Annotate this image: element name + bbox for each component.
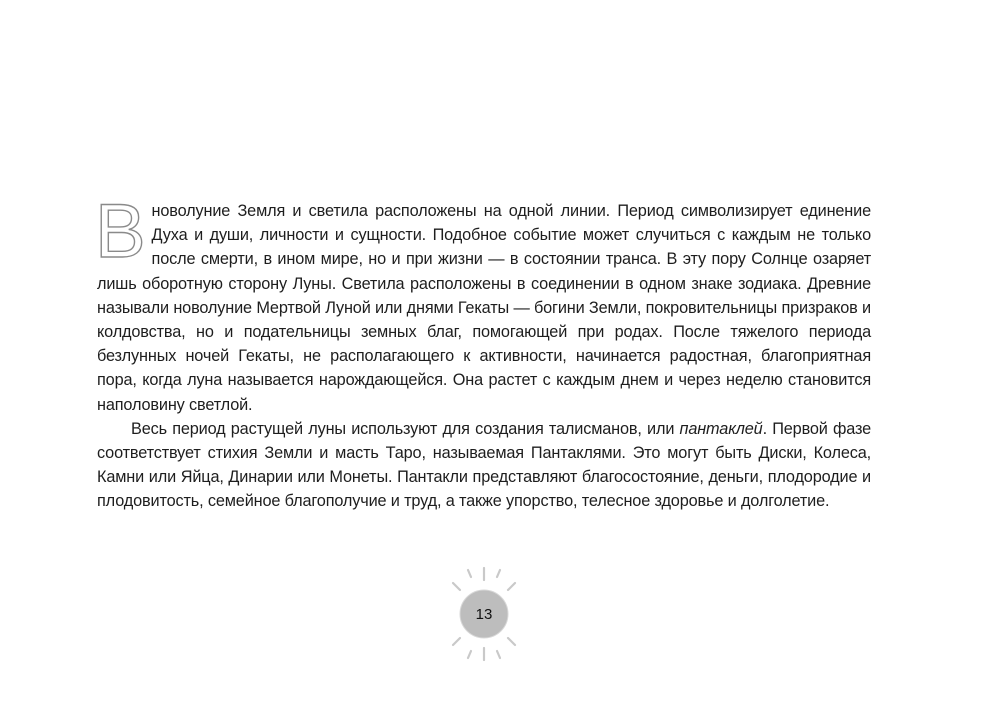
page-number: 13 — [475, 606, 493, 623]
paragraph-1 — [95, 189, 871, 417]
left-crescent-icon — [424, 576, 446, 652]
paragraph-1-text: новолуние Земля и светила расположены на одной линии. Период символизирует единение Духа и души, личности и сущности. Подобное событие может случиться с каждым не только после смерти, в ином мире, но и при жизни — в состоянии транса. В эту пору Солнце озаряет лишь оборотную сторону Луны. Светила расположены в соединении в одном знаке зодиака. Древние называли новолуние Мертвой Луной или днями Гекаты — богини Земли, покровительницы призраков и колдовства, но и подательницы земных благ, помогающей при родах. После тяжелого периода безлунных ночей Гекаты, не располагающего к активности, начинается радостная, благоприятная пора, когда луна называется нарождающейся. Она растет с каждым днем и через неделю становится наполовину светлой. — [97, 202, 871, 414]
paragraph-2-term: пантаклей — [679, 419, 763, 438]
paragraph-2-text-start: Весь период растущей луны используют для создания талисманов, или — [131, 419, 680, 438]
drop-cap: В — [95, 189, 146, 274]
paragraph-2-text-end: . Первой фазе соответствует стихия Земли и масть Таро, называемая Пантаклями. Это могут быть Диски, Колеса, Камни или Яйца, Динарии или Монеты. Пантакли представляют благосостояние, деньги, плодородие и плодовитость, семейное благополучие и труд, а также упорство, телесное здоровье и долголетие. — [97, 419, 872, 511]
paragraph-2 — [97, 417, 871, 514]
body-text — [95, 189, 872, 514]
right-crescent-icon — [522, 576, 544, 652]
